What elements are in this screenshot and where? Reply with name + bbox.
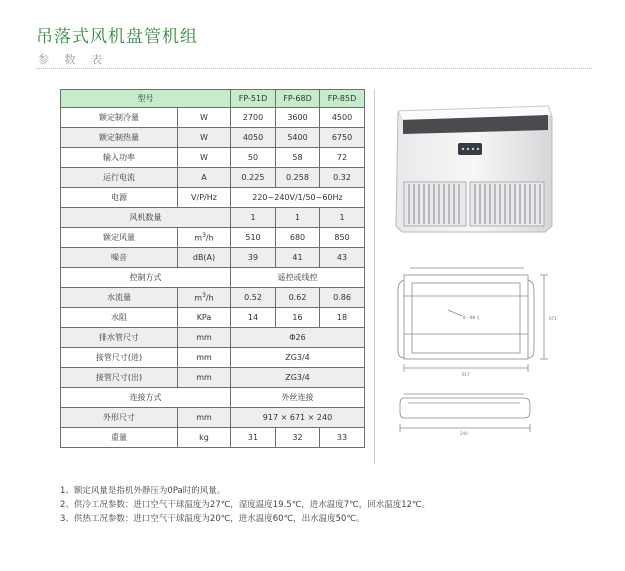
row-label: 噪音 [61,248,178,268]
row-value: 4050 [231,128,276,148]
row-value: 58 [276,148,320,168]
header-model-3: FP-85D [320,90,365,108]
row-merged-value: Φ26 [231,328,365,348]
unit-base: m [194,233,203,243]
row-label: 接管尺寸(出) [61,368,178,388]
row-value: 0.225 [231,168,276,188]
row-unit: mm [178,408,231,428]
row-unit: W [178,148,231,168]
row-value: 510 [231,228,276,248]
unit-superscript: 3 [202,292,206,300]
row-value: 33 [320,428,365,448]
page-subtitle: 参 数 表 [38,53,108,66]
width-dim-label: 917 [462,372,470,377]
row-value: 1 [320,208,365,228]
row-value: 72 [320,148,365,168]
depth-dim-label: 671 [549,316,557,321]
fan-coil-unit-photo [396,106,552,232]
row-unit: A [178,168,231,188]
unit-superscript: 3 [202,232,206,240]
row-value: 3600 [276,108,320,128]
row-unit: W [178,128,231,148]
row-value: 5400 [276,128,320,148]
unit-tail: /h [205,293,214,303]
row-unit: W [178,108,231,128]
row-label: 水流量 [61,288,178,308]
row-unit: V/P/Hz [178,188,231,208]
technical-drawing-front [398,268,548,372]
row-merged-value: 遥控或线控 [231,268,365,288]
row-unit: KPa [178,308,231,328]
row-value: 4500 [320,108,365,128]
row-value: 1 [231,208,276,228]
header-model-label: 型号 [61,90,231,108]
row-value: 0.32 [320,168,365,188]
row-label: 电源 [61,188,178,208]
row-value: 850 [320,228,365,248]
row-unit: dB(A) [178,248,231,268]
row-merged-value: ZG3/4 [231,348,365,368]
height-dim-label: 240 [460,431,468,436]
note-line: 1、额定风量是指机外静压为0Pa时的风量。 [60,486,226,496]
row-value: 2700 [231,108,276,128]
row-label: 输入功率 [61,148,178,168]
row-value: 41 [276,248,320,268]
unit-base: m [194,293,203,303]
row-merged-value: 917 × 671 × 240 [231,408,365,428]
row-label: 额定风量 [61,228,178,248]
note-line: 2、供冷工况参数：进口空气干球温度为27℃，湿度温度19.5℃，进水温度7℃，回水温度12℃。 [60,500,431,510]
row-value: 0.52 [231,288,276,308]
row-unit: mm [178,348,231,368]
row-label: 水阻 [61,308,178,328]
row-value: 16 [276,308,320,328]
row-value: 32 [276,428,320,448]
row-value: 6750 [320,128,365,148]
row-merged-value: ZG3/4 [231,368,365,388]
row-label: 运行电流 [61,168,178,188]
hole-spec-label: 8 - Φ8 孔 [463,315,481,320]
page-title: 吊落式风机盘管机组 [36,27,198,47]
row-label: 外形尺寸 [61,408,178,428]
row-value: 43 [320,248,365,268]
row-unit: mm [178,368,231,388]
unit-tail: /h [205,233,214,243]
row-value: 0.258 [276,168,320,188]
row-label: 控制方式 [61,268,231,288]
technical-drawing-side [400,394,530,432]
row-label: 重量 [61,428,178,448]
row-merged-value: 外丝连接 [231,388,365,408]
row-label: 风机数量 [61,208,231,228]
row-value: 0.86 [320,288,365,308]
row-value: 39 [231,248,276,268]
row-value: 31 [231,428,276,448]
header-model-1: FP-51D [231,90,276,108]
row-value: 14 [231,308,276,328]
row-value: 18 [320,308,365,328]
row-merged-value: 220~240V/1/50~60Hz [231,188,365,208]
row-label: 连接方式 [61,388,231,408]
row-value: 680 [276,228,320,248]
row-label: 接管尺寸(进) [61,348,178,368]
row-label: 额定制热量 [61,128,178,148]
row-unit: kg [178,428,231,448]
row-value: 1 [276,208,320,228]
row-value: 0.62 [276,288,320,308]
row-unit: mm [178,328,231,348]
row-label: 排水管尺寸 [61,328,178,348]
notes-block [60,484,430,526]
note-line: 3、供热工况参数：进口空气干球温度为20℃，进水温度60℃，出水温度50℃。 [60,514,365,524]
header-model-2: FP-68D [276,90,320,108]
row-value: 50 [231,148,276,168]
row-label: 额定制冷量 [61,108,178,128]
